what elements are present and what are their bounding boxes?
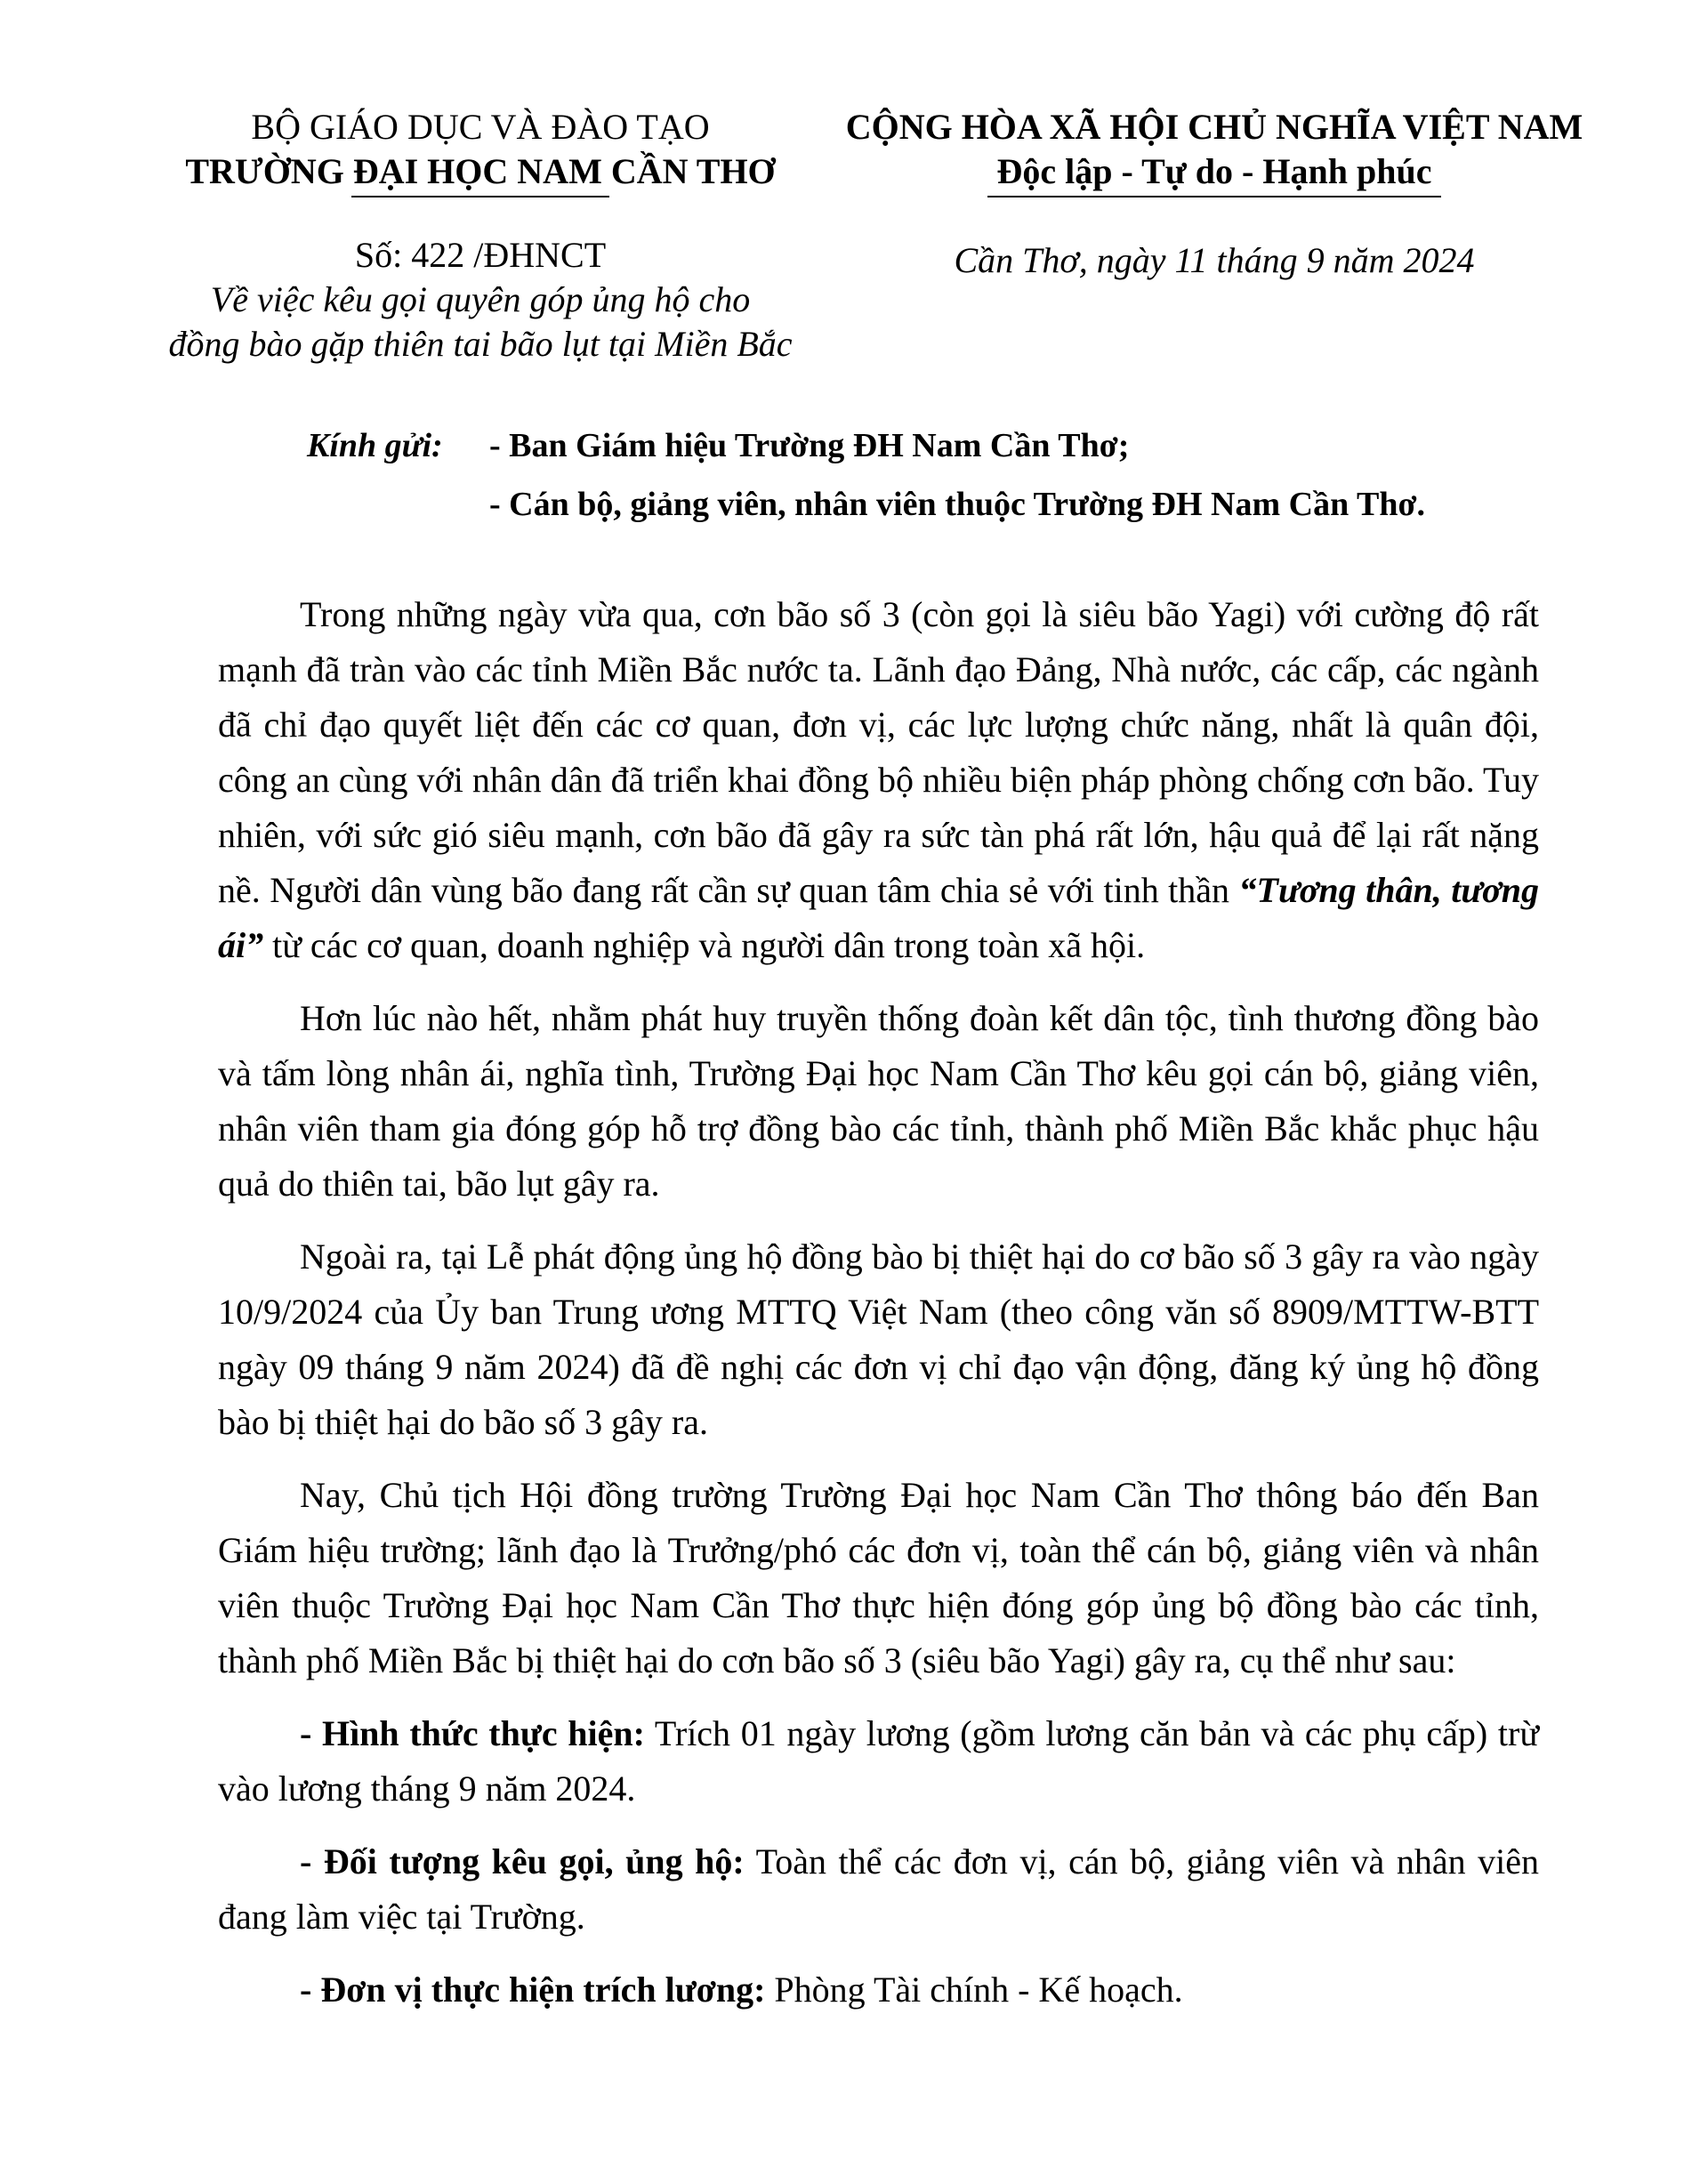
school-name: TRƯỜNG ĐẠI HỌC NAM CẦN THƠ [185, 151, 776, 191]
issuing-agency-block [133, 105, 827, 197]
slogan-emphasis: “Tương thân, tương ái” [218, 870, 1539, 965]
paragraph-1-text-end: từ các cơ quan, doanh nghiệp và người dân trong toàn xã hội. [272, 925, 1146, 965]
school-underline [351, 196, 609, 197]
issue-date: Cần Thơ, ngày 11 tháng 9 năm 2024 [954, 240, 1475, 280]
recipient-item: - Cán bộ, giảng viên, nhân viên thuộc Trường ĐH Nam Cần Thơ. [489, 486, 1426, 523]
paragraph-2: Hơn lúc nào hết, nhằm phát huy truyền thống đoàn kết dân tộc, tình thương đồng bào và tấm lòng nhân ái, nghĩa tình, Trường Đại học Nam Cần Thơ kêu gọi cán bộ, giảng viên, nhân viên tham gia đóng góp hỗ trợ đồng bào các tỉnh, thành phố Miền Bắc khắc phục hậu quả do thiên tai, bão lụt gây ra. [218, 998, 1539, 1204]
list-item-label: - Đơn vị thực hiện trích lương: [300, 1970, 766, 2010]
document-number: Số: 422 /ĐHNCT [354, 235, 607, 275]
list-item-text: Trích 01 ngày lương (gồm lương căn bản và các phụ cấp) trừ vào lương tháng 9 năm 2024. [218, 1713, 1539, 1809]
paragraph-3: Ngoài ra, tại Lễ phát động ủng hộ đồng bào bị thiệt hại do cơ bão số 3 gây ra vào ngày 10/9/2024 của Ủy ban Trung ương MTTQ Việt Nam (theo công văn số 8909/MTTW-BTT ngày 09 tháng 9 năm 2024) đã đề nghị các đơn vị chỉ đạo vận động, đăng ký ủng hộ đồng bào bị thiệt hại do bão số 3 gây ra. [218, 1237, 1539, 1442]
document-number-block [133, 233, 827, 367]
list-item-text: Phòng Tài chính - Kế hoạch. [774, 1970, 1183, 2010]
document-body [218, 587, 1539, 2035]
paragraph-4: Nay, Chủ tịch Hội đồng trường Trường Đại học Nam Cần Thơ thông báo đến Ban Giám hiệu trường; lãnh đạo là Trưởng/phó các đơn vị, toàn thể cán bộ, giảng viên và nhân viên thuộc Trường Đại học Nam Cần Thơ thực hiện đóng góp ủng bộ đồng bào các tỉnh, thành phố Miền Bắc bị thiệt hại do cơn bão số 3 (siêu bão Yagi) gây ra, cụ thể như sau: [218, 1475, 1539, 1680]
paragraph-1 [218, 587, 1539, 973]
list-item-target [218, 1834, 1539, 1945]
subject-line-2: đồng bào gặp thiên tai bão lụt tại Miền Bắc [168, 324, 793, 364]
subject-line-1: Về việc kêu gọi quyên góp ủng hộ cho [210, 279, 751, 319]
list-item-method [218, 1706, 1539, 1817]
recipients-label: Kính gửi: [307, 427, 443, 464]
list-item-label: - Hình thức thực hiện: [300, 1713, 645, 1753]
recipient-item: - Ban Giám hiệu Trường ĐH Nam Cần Thơ; [489, 427, 1130, 464]
national-header-block [827, 105, 1601, 197]
list-item-unit [218, 1962, 1539, 2018]
paragraph-1-text: Trong những ngày vừa qua, cơn bão số 3 (còn gọi là siêu bão Yagi) với cường độ rất mạnh đã tràn vào các tỉnh Miền Bắc nước ta. Lãnh đạo Đảng, Nhà nước, các cấp, các ngành đã chỉ đạo quyết liệt đến các cơ quan, đơn vị, các lực lượng chức năng, nhất là quân đội, công an cùng với nhân dân đã triển khai đồng bộ nhiều biện pháp phòng chống cơn bão. Tuy nhiên, với sức gió siêu mạnh, cơn bão đã gây ra sức tàn phá rất lớn, hậu quả để lại rất nặng nề. Người dân vùng bão đang rất cần sự quan tâm chia sẻ với tinh thần [218, 594, 1539, 910]
national-motto: Độc lập - Tự do - Hạnh phúc [996, 151, 1432, 191]
list-item-text: Toàn thể các đơn vị, cán bộ, giảng viên và nhân viên đang làm việc tại Trường. [218, 1841, 1539, 1937]
nation-name: CỘNG HÒA XÃ HỘI CHỦ NGHĨA VIỆT NAM [845, 107, 1583, 147]
list-item-label: - Đối tượng kêu gọi, ủng hộ: [300, 1841, 745, 1881]
ministry-name: BỘ GIÁO DỤC VÀ ĐÀO TẠO [251, 107, 710, 147]
motto-underline [987, 196, 1441, 197]
